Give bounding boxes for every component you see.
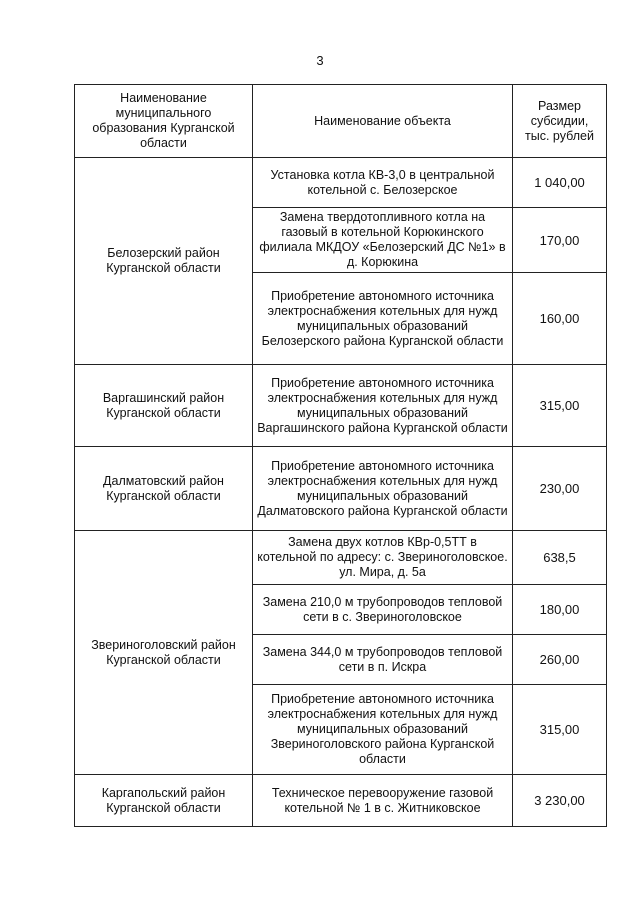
header-object: Наименование объекта	[253, 85, 513, 158]
amount-cell: 315,00	[513, 685, 607, 775]
municipality-cell: Далматовский район Курганской области	[75, 447, 253, 531]
object-cell: Техническое перевооружение газовой котельной № 1 в с. Житниковское	[253, 775, 513, 827]
municipality-cell: Звериноголовский район Курганской области	[75, 531, 253, 775]
municipality-cell: Каргапольский район Курганской области	[75, 775, 253, 827]
table-row	[75, 365, 607, 447]
page-number: 3	[316, 53, 324, 68]
table-row	[75, 158, 607, 208]
object-cell: Приобретение автономного источника электроснабжения котельных для нужд муниципальных образований Далматовского района Курганской области	[253, 447, 513, 531]
object-cell: Приобретение автономного источника электроснабжения котельных для нужд муниципальных образований Белозерского района Курганской области	[253, 273, 513, 365]
object-cell: Замена 210,0 м трубопроводов тепловой сети в с. Звериноголовское	[253, 585, 513, 635]
amount-cell: 180,00	[513, 585, 607, 635]
header-amount: Размер субсидии, тыс. рублей	[513, 85, 607, 158]
municipality-cell: Варгашинский район Курганской области	[75, 365, 253, 447]
amount-cell: 170,00	[513, 208, 607, 273]
object-cell: Замена твердотопливного котла на газовый в котельной Корюкинского филиала МКДОУ «Белозерский ДС №1» в д. Корюкина	[253, 208, 513, 273]
object-cell: Приобретение автономного источника электроснабжения котельных для нужд муниципальных образований Варгашинского района Курганской области	[253, 365, 513, 447]
table-row	[75, 447, 607, 531]
amount-cell: 230,00	[513, 447, 607, 531]
table-row	[75, 531, 607, 585]
amount-cell: 160,00	[513, 273, 607, 365]
amount-cell: 315,00	[513, 365, 607, 447]
subsidy-table	[74, 84, 607, 827]
object-cell: Установка котла КВ-3,0 в центральной котельной с. Белозерское	[253, 158, 513, 208]
municipality-cell: Белозерский район Курганской области	[75, 158, 253, 365]
object-cell: Замена двух котлов КВр-0,5ТТ в котельной по адресу: с. Звериноголовское. ул. Мира, д. 5а	[253, 531, 513, 585]
amount-cell: 1 040,00	[513, 158, 607, 208]
amount-cell: 3 230,00	[513, 775, 607, 827]
table-header-row	[75, 85, 607, 158]
amount-cell: 638,5	[513, 531, 607, 585]
amount-cell: 260,00	[513, 635, 607, 685]
header-municipality: Наименование муниципального образования Курганской области	[75, 85, 253, 158]
object-cell: Приобретение автономного источника электроснабжения котельных для нужд муниципальных образований Звериноголовского района Курганской области	[253, 685, 513, 775]
object-cell: Замена 344,0 м трубопроводов тепловой сети в п. Искра	[253, 635, 513, 685]
table-row	[75, 775, 607, 827]
